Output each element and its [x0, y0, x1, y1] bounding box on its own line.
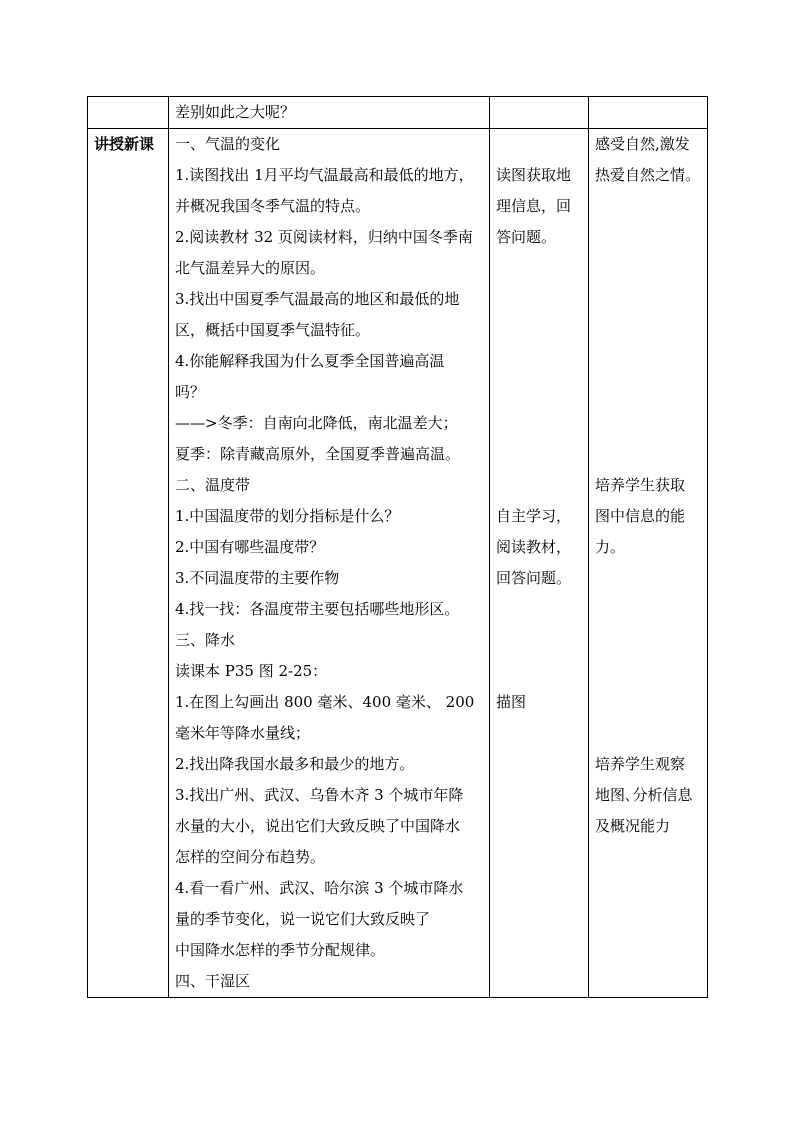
content-line: 三、降水 [175, 631, 236, 649]
content-line: 2.阅读教材 32 页阅读材料，归纳中国冬季南 [175, 228, 473, 246]
section-label: 讲授新课 [94, 135, 155, 153]
intent-line: 培养学生获取 [595, 476, 686, 494]
activity-line: 理信息，回 [496, 197, 572, 215]
content-line: 并概况我国冬季气温的特点。 [175, 197, 371, 215]
content-line: 二、温度带 [175, 476, 251, 494]
activity-line: 回答问题。 [496, 569, 572, 587]
activity-line: 阅读教材， [496, 538, 572, 556]
content-line: 4.看一看广州、武汉、哈尔滨 3 个城市降水 [175, 879, 464, 897]
content-line: 四、干湿区 [175, 972, 251, 990]
intent-line: 图中信息的能 [595, 507, 686, 525]
content-line: 量的季节变化，说一说它们大致反映了 [175, 910, 431, 928]
intent-line: 感受自然,激发 [595, 135, 690, 153]
content-line: 2.找出降我国水最多和最少的地方。 [175, 755, 415, 773]
content-cell [169, 97, 490, 129]
content-line: 水量的大小，说出它们大致反映了中国降水 [175, 817, 461, 835]
intent-line: 及概况能力 [595, 817, 671, 835]
activity-cell-empty [490, 97, 589, 129]
content-line: 区，概括中国夏季气温特征。 [175, 321, 371, 339]
table-row [88, 129, 708, 998]
activity-line: 描图 [496, 693, 527, 711]
content-line: 1.读图找出 1月平均气温最高和最低的地方， [175, 166, 474, 184]
content-line: 中国降水怎样的季节分配规律。 [175, 941, 386, 959]
intent-cell-empty [589, 97, 708, 129]
content-line: 吗？ [175, 383, 206, 401]
label-cell-empty [88, 97, 169, 129]
content-line: 差别如此之大呢？ [175, 103, 296, 121]
design-intent-cell [589, 129, 708, 998]
lesson-plan-table [87, 96, 708, 998]
content-line: 1.在图上勾画出 800 毫米、400 毫米、 200 [175, 693, 475, 711]
table-row [88, 97, 708, 129]
content-line: 4.你能解释我国为什么夏季全国普遍高温 [175, 352, 445, 370]
content-line: 3.不同温度带的主要作物 [175, 569, 340, 587]
intent-line: 培养学生观察 [595, 755, 686, 773]
content-line: ——>冬季：自南向北降低，南北温差大； [175, 414, 458, 432]
content-line: 毫米年等降水量线； [175, 724, 311, 742]
content-line: 夏季：除青藏高原外，全国夏季普遍高温。 [175, 445, 461, 463]
intent-line: 地图､分析信息 [595, 786, 693, 804]
content-line: 一、气温的变化 [175, 135, 281, 153]
intent-line: 热爱自然之情。 [595, 166, 701, 184]
content-line: 北气温差异大的原因。 [175, 259, 326, 277]
intent-line: 力。 [595, 538, 626, 556]
content-line: 怎样的空间分布趋势。 [175, 848, 326, 866]
content-line: 4.找一找：各温度带主要包括哪些地形区。 [175, 600, 460, 618]
content-line: 2.中国有哪些温度带？ [175, 538, 325, 556]
activity-line: 读图获取地 [496, 166, 572, 184]
student-activity-cell [490, 129, 589, 998]
teaching-content-cell [169, 129, 490, 998]
content-line: 读课本 P35 图 2-25： [175, 662, 328, 680]
content-line: 1.中国温度带的划分指标是什么？ [175, 507, 400, 525]
content-line: 3.找出中国夏季气温最高的地区和最低的地 [175, 290, 460, 308]
activity-line: 自主学习， [496, 507, 572, 525]
content-line: 3.找出广州、武汉、乌鲁木齐 3 个城市年降 [175, 786, 464, 804]
activity-line: 答问题。 [496, 228, 557, 246]
section-label-cell [88, 129, 169, 998]
